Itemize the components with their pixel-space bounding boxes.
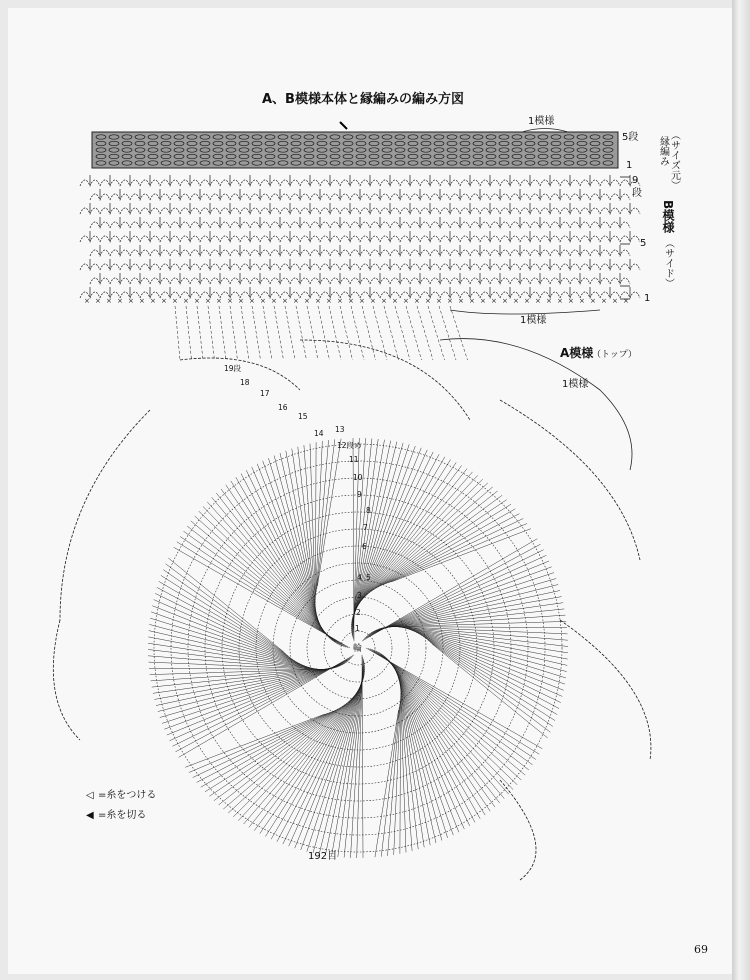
row-number: 19段 <box>224 364 242 373</box>
spiral-stitch <box>241 474 323 630</box>
band-b-stitches <box>80 175 640 305</box>
spiral-stitch <box>396 671 465 830</box>
spiral-stitch <box>375 710 399 857</box>
spiral-stitch <box>271 686 361 839</box>
edge-band-repeat-label: 1模様 <box>528 116 555 127</box>
spiral-stitch <box>152 668 334 687</box>
row-number: 2 <box>356 608 361 617</box>
spiral-stitch <box>246 470 321 627</box>
spiral-stitch <box>373 579 557 632</box>
band-b-base-stitch: × <box>194 297 200 305</box>
legend <box>86 789 156 821</box>
band-b-base-stitch: × <box>469 297 475 305</box>
connector-line <box>208 306 215 360</box>
connector-line <box>263 306 272 360</box>
spiral-stitch <box>395 669 470 826</box>
row-number: 17 <box>260 389 270 398</box>
band-b-base-stitch: × <box>491 297 497 305</box>
band-b-base-stitch: × <box>238 297 244 305</box>
connector-line <box>285 306 295 360</box>
connector-line <box>175 306 180 360</box>
spiral-stitch <box>157 587 296 661</box>
row-number: 10 <box>353 473 363 482</box>
row-number: 3 <box>357 591 362 600</box>
top-a-row-numbers <box>224 363 371 633</box>
spiral-stitch <box>212 497 332 639</box>
band-b-base-stitch: × <box>568 297 574 305</box>
legend-attach-icon: ◁ <box>86 790 94 801</box>
spiral-stitch <box>376 500 507 589</box>
connector-line <box>450 306 468 360</box>
spiral-stitch <box>148 650 320 670</box>
spiral-stitch <box>362 539 537 641</box>
spiral-stitch <box>388 704 400 856</box>
connector-line <box>395 306 410 360</box>
connector-line <box>274 306 284 360</box>
spiral-stitch <box>236 477 324 631</box>
band-b-row-9-unit: 段 <box>632 188 642 199</box>
spiral-stitch <box>409 629 566 678</box>
spiral-stitch <box>187 526 342 646</box>
row-number: 11 <box>349 455 359 464</box>
spiral-stitch <box>352 439 379 633</box>
band-b-base-stitch: × <box>337 297 343 305</box>
connector-line <box>406 306 422 360</box>
spiral-stitch <box>156 666 340 705</box>
band-b-row-5: 5 <box>640 238 647 249</box>
band-b-base-stitch: × <box>260 297 266 305</box>
spiral-stitch <box>386 519 524 584</box>
spiral-stitch <box>205 709 338 792</box>
band-b-base-stitch: × <box>282 297 288 305</box>
spiral-stitch <box>317 439 341 586</box>
spiral-stitch <box>155 593 298 662</box>
band-b-base-stitch: × <box>513 297 519 305</box>
row-number: 16 <box>278 403 288 412</box>
band-b-base-stitch: × <box>216 297 222 305</box>
row-number: 7 <box>363 523 368 532</box>
band-b-base-stitch: × <box>370 297 376 305</box>
spiral-stitch <box>399 627 568 653</box>
band-b-base-stitch: × <box>348 297 354 305</box>
spiral-stitch <box>388 659 495 807</box>
row-number: 13 <box>335 425 345 434</box>
band-b-base-stitch: × <box>359 297 365 305</box>
band-b-base-stitch: × <box>117 297 123 305</box>
row-number: 15 <box>298 412 308 421</box>
row-number: 12段め <box>337 441 362 450</box>
spiral-stitch <box>244 696 355 824</box>
band-b-label: B模様 <box>661 200 675 234</box>
band-b-base-stitch: × <box>546 297 552 305</box>
connector-line <box>318 306 330 360</box>
band-b-base-stitch: × <box>601 297 607 305</box>
band-b-base-stitch: × <box>425 297 431 305</box>
legend-cut-text: =糸を切る <box>98 810 147 821</box>
spiral-stitch <box>365 479 483 596</box>
top-a-repeat-label: 1模様 <box>562 379 589 390</box>
band-b-base-stitch: × <box>612 297 618 305</box>
petal-edge <box>560 620 651 760</box>
spiral-stitch <box>387 621 566 627</box>
band-b-base-stitch: × <box>205 297 211 305</box>
band-b-base-stitch: × <box>315 297 321 305</box>
band-b-base-stitch: × <box>172 297 178 305</box>
spiral-stitch <box>160 664 343 717</box>
band-b-base-stitch: × <box>326 297 332 305</box>
spiral-stitch <box>356 460 450 609</box>
spiral-stitch <box>307 673 365 852</box>
connector-line <box>252 306 261 360</box>
spiral-stitch <box>207 502 333 641</box>
row-number: 9 <box>357 490 362 499</box>
spiral-stitch <box>400 698 401 853</box>
spiral-stitch <box>394 667 476 823</box>
spiral-stitch <box>362 472 473 600</box>
spiral-stitch <box>397 627 569 647</box>
spiral-stitch <box>149 631 313 669</box>
band-b-base-stitch: × <box>535 297 541 305</box>
band-b-repeat-label: 1模様 <box>520 315 547 326</box>
spiral-stitch <box>369 487 493 593</box>
row-number: 8 <box>366 506 371 515</box>
petal-edge <box>53 620 80 740</box>
spiral-stitch <box>252 467 321 626</box>
connector-line <box>230 306 238 360</box>
petal-edge <box>500 400 640 560</box>
spiral-stitch <box>226 485 327 635</box>
spiral-stitch <box>366 555 546 636</box>
legend-attach-text: =糸をつける <box>98 790 157 801</box>
spiral-stitch <box>353 450 428 617</box>
row-number: 1 <box>355 624 360 633</box>
petal-edge <box>60 410 150 620</box>
spiral-stitch <box>389 661 490 811</box>
spiral-stitch <box>301 675 365 850</box>
band-b-base-stitch: × <box>183 297 189 305</box>
spiral-stitch <box>383 609 565 628</box>
top-a-label: A模様 <box>560 346 594 360</box>
spiral-stitch <box>167 661 349 735</box>
connector-line <box>384 306 399 360</box>
spiral-stitch <box>150 669 329 675</box>
edge-band <box>92 114 681 190</box>
band-b-base-stitch: × <box>579 297 585 305</box>
spiral-stitch <box>197 711 333 782</box>
connector-line <box>439 306 456 360</box>
spiral-stitch <box>392 665 480 819</box>
spiral-stitch <box>378 652 522 780</box>
spiral-stitch <box>195 516 339 644</box>
spiral-stitch <box>184 531 345 647</box>
spiral-stitch <box>367 483 488 595</box>
edge-band-row-5: 5段 <box>622 132 639 143</box>
band-b-base-stitch: × <box>304 297 310 305</box>
petal-edge <box>500 780 536 880</box>
band-b-row-9: 9 <box>632 175 639 186</box>
page-number: 69 <box>694 943 708 956</box>
spiral-stitch <box>289 680 364 847</box>
connector-line <box>373 306 387 360</box>
spiral-stitch <box>381 707 399 857</box>
spiral-stitch <box>219 705 346 806</box>
spiral-stitch <box>374 650 529 770</box>
spiral-stitch <box>352 439 372 636</box>
spiral-stitch <box>383 655 509 794</box>
spiral-stitch <box>150 618 307 667</box>
band-b-base-stitch: × <box>381 297 387 305</box>
band-b-base-stitch: × <box>524 297 530 305</box>
band-b-base-stitch: × <box>436 297 442 305</box>
band-b-base-stitch: × <box>150 297 156 305</box>
spiral-stitch <box>371 491 498 592</box>
spiral-stitch <box>193 712 331 777</box>
connector-lines <box>175 306 468 360</box>
spiral-stitch <box>372 649 533 765</box>
spiral-stitch <box>406 628 567 671</box>
spiral-stitch <box>353 438 354 641</box>
spiral-stitch <box>338 663 365 857</box>
row-number: 6 <box>362 542 367 551</box>
spiral-stitch <box>414 631 564 690</box>
band-b-repeat-bracket <box>450 310 600 314</box>
band-b-base-stitch: × <box>84 297 90 305</box>
connector-line <box>351 306 364 360</box>
spiral-stitch <box>313 671 365 853</box>
band-b-base-stitch: × <box>249 297 255 305</box>
spiral-stitch <box>170 659 350 740</box>
band-b-base-stitch: × <box>480 297 486 305</box>
row-number: 18 <box>240 378 250 387</box>
edge-band-size-note: （サイズ元） <box>668 130 680 190</box>
band-b-base-stitch: × <box>106 297 112 305</box>
band-b-base-stitch: × <box>623 297 629 305</box>
spiral-stitch <box>368 561 549 635</box>
band-b-row-1: 1 <box>644 293 651 304</box>
band-b <box>80 175 675 326</box>
spiral-stitch <box>228 701 349 813</box>
band-b-base-stitch: × <box>271 297 277 305</box>
spiral-stitch <box>391 663 485 815</box>
legend-cut-icon: ◀ <box>86 810 94 821</box>
band-b-base-stitch: × <box>128 297 134 305</box>
row-number: 5 <box>366 573 371 582</box>
spiral-stitch <box>221 489 328 637</box>
band-b-base-stitch: × <box>293 297 299 305</box>
spiral-stitch <box>149 624 309 667</box>
spiral-stitch <box>377 591 561 630</box>
top-a-note: （トップ） <box>592 350 637 360</box>
spiral-stitch <box>325 667 364 856</box>
spiral-stitch <box>401 627 567 659</box>
spiral-stitch <box>292 449 316 609</box>
band-b-base-stitch: × <box>458 297 464 305</box>
spiral-stitch <box>388 524 527 583</box>
spiral-stitch <box>383 514 519 585</box>
connector-line <box>241 306 249 360</box>
spiral-stitch <box>317 439 335 589</box>
spiral-stitch <box>344 661 364 858</box>
spiral-stitch <box>351 441 390 630</box>
spiral-stitch <box>418 633 561 702</box>
band-b-base-stitch: × <box>414 297 420 305</box>
spiral-stitch <box>231 481 325 633</box>
band-b-base-stitch: × <box>139 297 145 305</box>
spiral-stitch <box>378 504 511 587</box>
spiral-stitch <box>265 688 359 837</box>
band-b-base-stitch: × <box>403 297 409 305</box>
top-a-bottom-count: 192目 <box>308 851 338 862</box>
connector-line <box>197 306 203 360</box>
cut-thread-arrow-icon <box>340 122 347 129</box>
spiral-stitch <box>316 440 328 592</box>
edge-band-label: 縁編み <box>657 136 669 166</box>
connector-line <box>296 306 307 360</box>
spiral-stitch <box>421 635 559 709</box>
spiral-stitch <box>363 475 477 598</box>
band-b-note: （サイド） <box>662 238 674 288</box>
connector-line <box>186 306 192 360</box>
spiral-stitch <box>209 708 340 797</box>
band-b-base-stitch: × <box>502 297 508 305</box>
spiral-stitch <box>233 700 351 817</box>
band-b-base-stitch: × <box>590 297 596 305</box>
band-b-base-stitch: × <box>95 297 101 305</box>
band-b-base-stitch: × <box>227 297 233 305</box>
connector-line <box>329 306 341 360</box>
spiral-stitch <box>189 713 328 772</box>
spiral-stitch <box>404 628 568 666</box>
spiral-stitch <box>148 637 314 669</box>
connector-line <box>219 306 226 360</box>
band-b-base-stitch: × <box>392 297 398 305</box>
spiral-stitch <box>400 688 424 848</box>
spiral-stitch <box>238 698 352 821</box>
band-b-base-stitch: × <box>557 297 563 305</box>
connector-line <box>340 306 353 360</box>
spiral-stitch <box>350 659 363 858</box>
chart-title: A、B模様本体と縁編みの編み方図 <box>262 92 464 107</box>
connector-line <box>362 306 376 360</box>
band-b-base-stitch: × <box>161 297 167 305</box>
spiral-stitch <box>148 643 317 669</box>
spiral-stitch <box>385 656 505 798</box>
top-a-center-label: 輪 <box>353 644 363 654</box>
row-number: 4 <box>357 573 362 582</box>
band-b-base-stitch: × <box>447 297 453 305</box>
edge-band-row-1: 1 <box>626 160 633 171</box>
row-number: 14 <box>314 429 324 438</box>
spiral-stitch <box>179 655 354 757</box>
connector-line <box>307 306 318 360</box>
spiral-stitch <box>362 655 363 858</box>
edge-band-repeat-bracket <box>522 129 568 133</box>
